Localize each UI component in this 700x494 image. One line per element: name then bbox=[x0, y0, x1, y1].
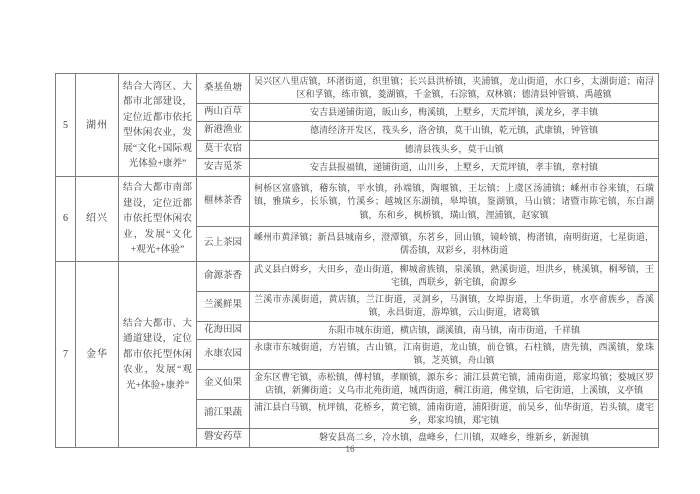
row-number-cell: 7 bbox=[56, 261, 76, 447]
theme-name-cell: 两山百草 bbox=[197, 103, 250, 121]
towns-cell: 东阳市城东街道，横店镇，湖溪镇，南马镇，南市街道，千祥镇 bbox=[250, 321, 659, 339]
towns-cell: 磐安县高二乡，冷水镇，盘峰乡，仁川镇，双峰乡，维新乡，新渥镇 bbox=[250, 429, 659, 447]
towns-cell: 兰溪市赤溪街道，黄店镇，兰江街道，灵洞乡，马涧镇，女埠街道，上华街道，水亭畲族乡，香溪镇，永昌街道，游埠镇，云山街道，诸葛镇 bbox=[250, 291, 659, 321]
towns-cell: 永康市东城街道，方岩镇，古山镇，江南街道，龙山镇，前仓镇，石柱镇，唐先镇，西溪镇，象珠镇，芝英镇，舟山镇 bbox=[250, 339, 659, 369]
towns-cell: 德清经济开发区，筏头乡，洛舍镇，莫干山镇，乾元镇，武康镇，钟管镇 bbox=[250, 122, 659, 140]
city-cell: 绍兴 bbox=[76, 177, 119, 262]
page-number: 16 bbox=[345, 444, 355, 454]
towns-cell: 嵊州市黄泽镇；新昌县城南乡，澄潭镇，东茗乡，回山镇，镜岭镇，梅渚镇，南明街道，七星街道，儒岙镇，双彩乡，羽林街道 bbox=[250, 227, 659, 262]
strategy-cell: 结合大都市南部建设，定位近都市依托型休闲农业，发展“文化+观光+体验” bbox=[119, 177, 197, 262]
theme-name-cell: 桑基鱼塘 bbox=[197, 74, 250, 104]
towns-cell: 武义县白姆乡，大田乡，壶山街道，柳城畲族镇，泉溪镇，熟溪街道，坦洪乡，桃溪镇，桐琴镇，王宅镇，西联乡，新宅镇，俞源乡 bbox=[250, 261, 659, 291]
strategy-cell: 结合大湾区、大都市北部建设，定位近都市依托型休闲农业，发展“文化+国际观光体验+康养” bbox=[119, 74, 197, 177]
theme-name-cell: 俞源茶香 bbox=[197, 261, 250, 291]
theme-name-cell: 新港渔业 bbox=[197, 122, 250, 140]
theme-name-cell: 云上茶园 bbox=[197, 227, 250, 262]
table-row bbox=[56, 261, 659, 291]
theme-name-cell: 榧林茶香 bbox=[197, 177, 250, 227]
theme-name-cell: 金义仙果 bbox=[197, 369, 250, 399]
towns-cell: 柯桥区富盛镇，稽东镇，平水镇，孙端镇，陶堰镇，王坛镇；上虞区汤浦镇；嵊州市谷来镇，石璜镇，雅璜乡，长乐镇，竹溪乡；越城区东湖镇，皋埠镇，鉴湖镇，马山镇；诸暨市陈宅镇，东白湖镇，东和乡，枫桥镇，璜山镇，浬浦镇，赵家镇 bbox=[250, 177, 659, 227]
row-number-cell: 5 bbox=[56, 74, 76, 177]
theme-name-cell: 兰溪鲜果 bbox=[197, 291, 250, 321]
theme-name-cell: 浦江果蔬 bbox=[197, 399, 250, 429]
towns-cell: 浦江县白马镇，杭坪镇，花桥乡，黄宅镇，浦南街道，浦阳街道，前吴乡，仙华街道，岩头镇，虞宅乡，郑家坞镇，郑宅镇 bbox=[250, 399, 659, 429]
theme-name-cell: 花海田园 bbox=[197, 321, 250, 339]
towns-cell: 金东区曹宅镇，赤松镇，傅村镇，孝顺镇，源东乡；浦江县黄宅镇，浦南街道，郑家坞镇；婺城区罗店镇，新狮街道；义乌市北苑街道，城西街道，稠江街道，佛堂镇，后宅街道，上溪镇，义亭镇 bbox=[250, 369, 659, 399]
towns-cell: 德清县筏头乡，莫干山镇 bbox=[250, 140, 659, 158]
row-number-cell: 6 bbox=[56, 177, 76, 262]
theme-name-cell: 莫干农宿 bbox=[197, 140, 250, 158]
city-cell: 金华 bbox=[76, 261, 119, 447]
region-table-body bbox=[56, 74, 659, 448]
theme-name-cell: 永康农园 bbox=[197, 339, 250, 369]
theme-name-cell: 磐安药草 bbox=[197, 429, 250, 447]
table-row bbox=[56, 177, 659, 227]
towns-cell: 吴兴区八里店镇，环渚街道，织里镇；长兴县洪桥镇，夹浦镇，龙山街道，水口乡，太湖街道；南浔区和孚镇，练市镇，菱湖镇，千金镇，石淙镇，双林镇；德清县钟管镇、禹越镇 bbox=[250, 74, 659, 104]
towns-cell: 安吉县报福镇，递铺街道，山川乡，上墅乡，天荒坪镇，孝丰镇，章村镇 bbox=[250, 159, 659, 177]
theme-name-cell: 安吉觅茶 bbox=[197, 159, 250, 177]
region-table bbox=[55, 73, 659, 448]
table-row bbox=[56, 74, 659, 104]
towns-cell: 安吉县递铺街道，皈山乡，梅溪镇，上墅乡，天荒坪镇，溪龙乡，孝丰镇 bbox=[250, 103, 659, 121]
city-cell: 湖州 bbox=[76, 74, 119, 177]
strategy-cell: 结合大都市、大通道建设，定位都市依托型休闲农业，发展“观光+体验+康养” bbox=[119, 261, 197, 447]
